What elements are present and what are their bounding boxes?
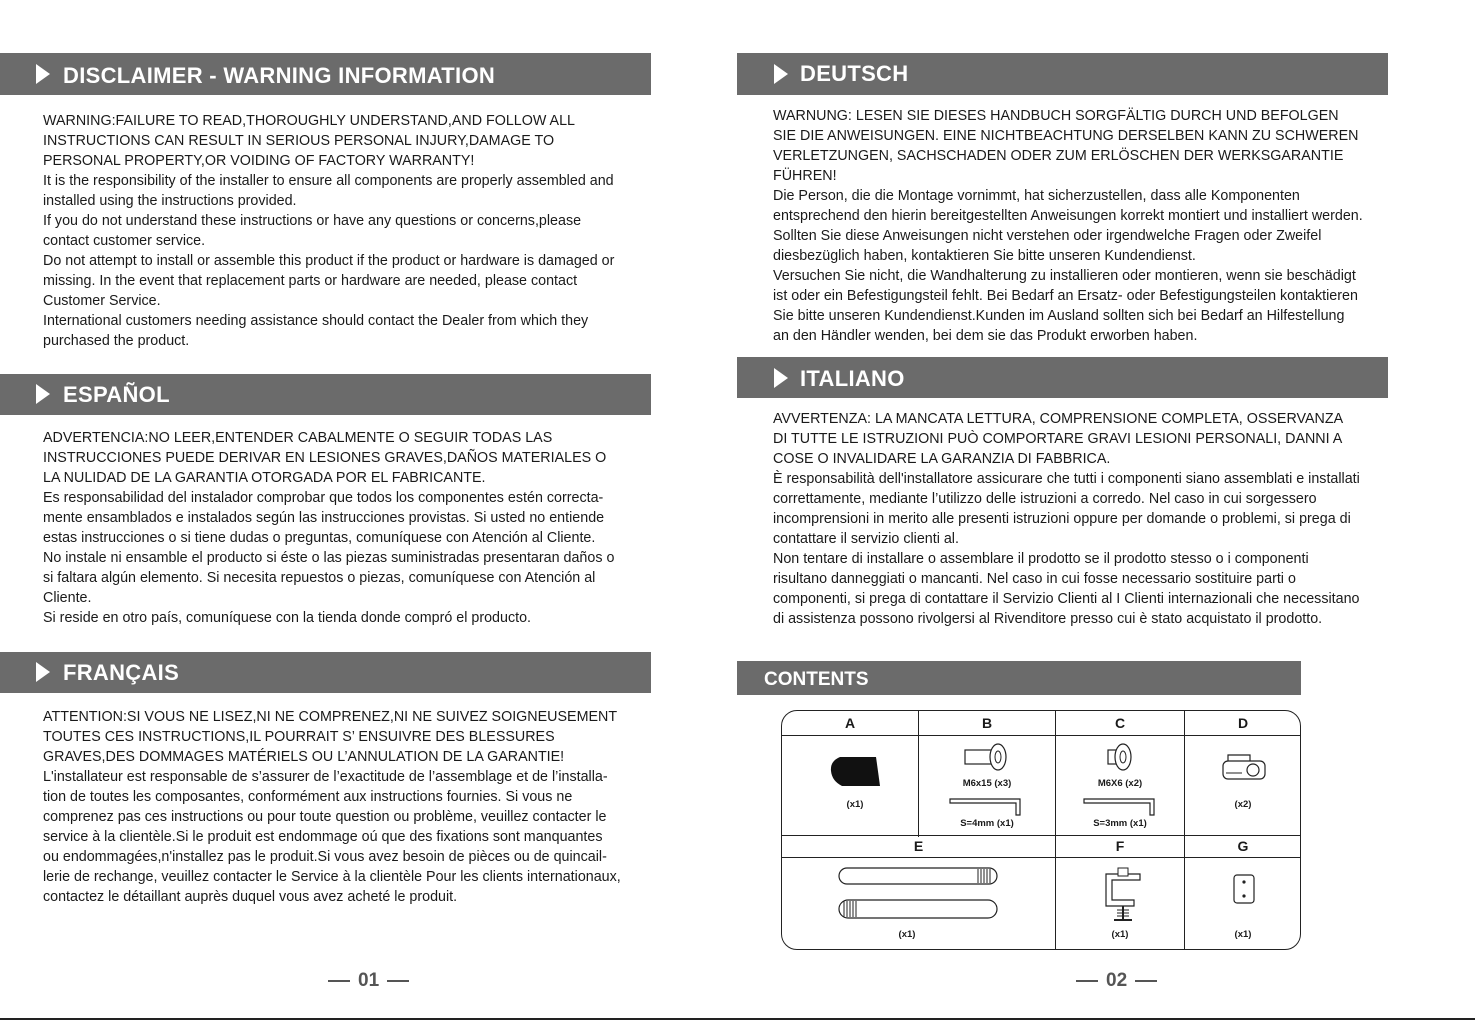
a-qty: (x1) xyxy=(846,799,864,810)
contents-table xyxy=(781,710,1301,950)
allen-key-icon xyxy=(1082,796,1158,818)
cylinder-nut-icon xyxy=(1230,871,1258,907)
short-bolt-icon xyxy=(1104,742,1136,772)
g-qty: (x1) xyxy=(1234,929,1252,940)
text-line: an den Händler wenden, bei dem sie das Produkt erworben haben. xyxy=(773,328,1198,344)
text-line: Do not attempt to install or assemble this product if the product or hardware is damaged or xyxy=(43,253,615,269)
italiano-title: ITALIANO xyxy=(800,366,905,391)
francais-title: FRANÇAIS xyxy=(63,660,180,685)
text-line: ATTENTION:SI VOUS NE LISEZ,NI NE COMPRENEZ,NI NE SUIVEZ SOIGNEUSEMENT xyxy=(43,709,618,725)
text-line: contattare il servizio clienti al. xyxy=(773,531,959,547)
triangle-icon xyxy=(36,384,50,404)
text-line: LA NULIDAD DE LA GARANTIA OTORGADA POR EL FABRICANTE. xyxy=(43,470,486,486)
text-line: Si reside en otro país, comuníquese con la tienda donde compró el producto. xyxy=(43,610,531,626)
desk-clamp-icon xyxy=(1100,866,1146,924)
text-line: Sollten Sie diese Anweisungen nicht verstehen oder irgendwelche Fragen oder Zweifel xyxy=(773,228,1322,244)
text-line: VERLETZUNGEN, SACHSCHADEN ODER ZUM ERLÖSCHEN DER WERKSGARANTIE xyxy=(773,148,1344,164)
text-line: FÜHREN! xyxy=(773,168,837,184)
bolt-icon xyxy=(962,742,1012,772)
espanol-banner xyxy=(0,374,651,415)
text-line: ADVERTENCIA:NO LEER,ENTENDER CABALMENTE O SEGUIR TODAS LAS xyxy=(43,430,553,446)
text-line: Es responsabilidad del instalador comprobar que todos los componentes estén correcta- xyxy=(43,490,604,506)
text-line: lerie de rechange, veuillez contacter le Service à la clientèle Pour les clients internationaux, xyxy=(43,869,621,885)
text-line: TOUTES CES INSTRUCTIONS,IL POURRAIT S’ ENSUIVRE DES BLESSURES xyxy=(43,729,555,745)
text-line: PERSONAL PROPERTY,OR VOIDING OF FACTORY WARRANTY! xyxy=(43,153,475,169)
text-line: COSE O INVALIDARE LA GARANZIA DI FABBRICA. xyxy=(773,451,1111,467)
header-b: B xyxy=(981,715,993,731)
text-line: Sie bitte unseren Kundendienst.Kunden im Ausland sollten sich bei Bedarf an Hilfestellung xyxy=(773,308,1345,324)
espanol-title: ESPAÑOL xyxy=(63,382,170,407)
header-e: E xyxy=(913,838,924,854)
disclaimer-text xyxy=(43,111,663,351)
text-line: diesbezüglich haben, kontaktieren Sie bitte unseren Kundendienst. xyxy=(773,248,1196,264)
bottom-rule xyxy=(0,1018,1475,1020)
contents-title: CONTENTS xyxy=(764,669,869,690)
text-line: È responsabilità dell'installatore assicurare che tutti i componenti siano assemblati e installati xyxy=(773,471,1360,487)
text-line: L'installateur est responsable de s’assurer de l’exactitude de l’assemblage et de l’installa- xyxy=(43,769,608,785)
text-line: si faltara algún elemento. Si necesita repuestos o piezas, comuníquese con Atención al xyxy=(43,570,596,586)
text-line: purchased the product. xyxy=(43,333,190,349)
disclaimer-banner xyxy=(0,53,651,95)
b-bolt-label: M6x15 (x3) xyxy=(962,778,1012,789)
italiano-text xyxy=(773,409,1403,629)
text-line: DI TUTTE LE ISTRUZIONI PUÒ COMPORTARE GRAVI LESIONI PERSONALI, DANNI A xyxy=(773,431,1343,447)
header-a: A xyxy=(844,715,856,731)
c-bolt-label: M6X6 (x2) xyxy=(1097,778,1143,789)
text-line: International customers needing assistance should contact the Dealer from which they xyxy=(43,313,589,329)
end-cap-icon xyxy=(828,751,884,791)
text-line: correttamente, mediante l’utilizzo delle istruzioni a corredo. Nel caso in cui sorgessero xyxy=(773,491,1317,507)
text-line: contactez le détaillant auprès duquel vous avez acheté le produit. xyxy=(43,889,458,905)
header-f: F xyxy=(1115,838,1125,854)
text-line: No instale ni ensamble el producto si éste o las piezas suministradas presentaran daños o xyxy=(43,550,615,566)
text-line: ist oder ein Befestigungsteil fehlt. Bei Bedarf an Ersatz- oder Befestigungsteilen kontaktieren xyxy=(773,288,1358,304)
text-line: WARNING:FAILURE TO READ,THOROUGHLY UNDERSTAND,AND FOLLOW ALL xyxy=(43,113,575,129)
e-qty: (x1) xyxy=(898,929,916,940)
b-key-label: S=4mm (x1) xyxy=(960,818,1014,829)
triangle-icon xyxy=(36,662,50,682)
header-c: C xyxy=(1114,715,1126,731)
text-line: di assistenza possono rivolgersi al Rivenditore presso cui è stato acquistato il prodotto. xyxy=(773,611,1323,627)
text-line: comprenez pas ces instructions ou pour toute question ou problème, veuillez contacter le xyxy=(43,809,607,825)
espanol-text xyxy=(43,428,663,628)
d-qty: (x2) xyxy=(1234,799,1252,810)
text-line: Customer Service. xyxy=(43,293,161,309)
text-line: risultano danneggiati o mancanti. Nel caso in cui fosse necessario sostituire parti o xyxy=(773,571,1296,587)
text-line: tion de toutes les composantes, conformément aux instructions fournies. Si vous ne xyxy=(43,789,573,805)
text-line: SIE DIE ANWEISUNGEN. EINE NICHTBEACHTUNG DERSELBEN KANN ZU SCHWEREN xyxy=(773,128,1359,144)
disclaimer-title: DISCLAIMER - WARNING INFORMATION xyxy=(63,63,496,88)
f-qty: (x1) xyxy=(1111,929,1129,940)
text-line: contact customer service. xyxy=(43,233,206,249)
text-line: componenti, si prega di contattare il Servizio Clienti al I Clienti internazionali che necessitano xyxy=(773,591,1360,607)
text-line: If you do not understand these instructions or have any questions or concerns,please xyxy=(43,213,582,229)
cable-clip-icon xyxy=(1220,751,1270,787)
text-line: WARNUNG: LESEN SIE DIESES HANDBUCH SORGFÄLTIG DURCH UND BEFOLGEN xyxy=(773,108,1339,124)
text-line: Die Person, die die Montage vornimmt, hat sicherzustellen, dass alle Komponenten xyxy=(773,188,1300,204)
triangle-icon xyxy=(774,64,788,84)
header-g: G xyxy=(1237,838,1249,854)
text-line: estas instrucciones o si tiene dudas o preguntas, comuníquese con Atención al Cliente. xyxy=(43,530,596,546)
triangle-icon xyxy=(774,368,788,388)
text-line: Versuchen Sie nicht, die Wandhalterung zu installieren oder montieren, wenn sie beschädigt xyxy=(773,268,1356,284)
text-line: service à la clientèle.Si le produit est endommage oú que des fixations sont manquantes xyxy=(43,829,603,845)
italiano-banner xyxy=(737,357,1388,398)
text-line: Non tentare di installare o assemblare il prodotto se il prodotto stesso o i componenti xyxy=(773,551,1309,567)
deutsch-title: DEUTSCH xyxy=(800,61,909,86)
text-line: INSTRUCTIONS CAN RESULT IN SERIOUS PERSONAL INJURY,DAMAGE TO xyxy=(43,133,555,149)
text-line: Cliente. xyxy=(43,590,92,606)
text-line: entsprechend den hierin bereitgestellten Anweisungen korrekt montiert und installiert werden. xyxy=(773,208,1363,224)
header-d: D xyxy=(1237,715,1249,731)
allen-key-icon xyxy=(948,796,1024,818)
text-line: It is the responsibility of the installer to ensure all components are properly assembled and xyxy=(43,173,614,189)
page-number-2: 02 xyxy=(1068,970,1165,992)
text-line: GRAVES,DES DOMMAGES MATÉRIELS OU L’ANNULATION DE LA GARANTIE! xyxy=(43,749,565,765)
text-line: ou endommagées,n'installez pas le produit.Si vous avez besoin de pièces ou de quincail- xyxy=(43,849,607,865)
page-number-1: 01 xyxy=(320,970,417,992)
text-line: mente ensamblados e instalados según las instrucciones provistas. Si usted no entiende xyxy=(43,510,605,526)
text-line: INSTRUCCIONES PUEDE DERIVAR EN LESIONES GRAVES,DAÑOS MATERIALES O xyxy=(43,450,607,466)
deutsch-text xyxy=(773,106,1403,346)
text-line: incomprensioni in merito alle presenti istruzioni oppure per domande o problemi, si prega di xyxy=(773,511,1351,527)
pipe-icon xyxy=(836,864,1000,924)
triangle-icon xyxy=(36,64,50,84)
c-key-label: S=3mm (x1) xyxy=(1093,818,1147,829)
text-line: missing. In the event that replacement parts or hardware are needed, please contact xyxy=(43,273,578,289)
francais-banner xyxy=(0,652,651,693)
text-line: AVVERTENZA: LA MANCATA LETTURA, COMPRENSIONE COMPLETA, OSSERVANZA xyxy=(773,411,1344,427)
contents-banner xyxy=(737,661,1301,695)
francais-text xyxy=(43,707,663,907)
deutsch-banner xyxy=(737,53,1388,95)
text-line: installed using the instructions provided. xyxy=(43,193,297,209)
